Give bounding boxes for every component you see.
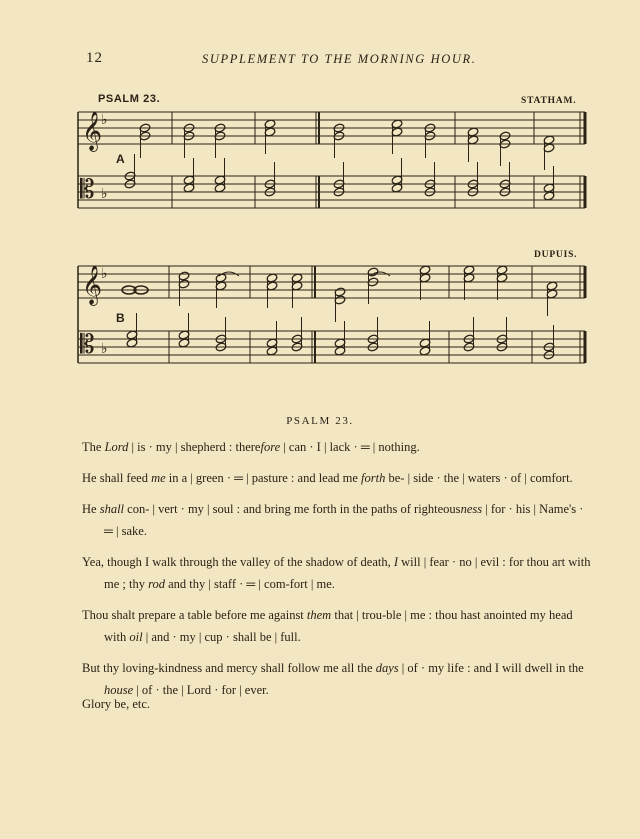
system-label-a: A xyxy=(116,152,125,166)
verse-text: The xyxy=(82,440,105,454)
verse-text: and thy | staff · ═ | com-fort | me. xyxy=(165,577,335,591)
treble-clef-icon: 𝄞 xyxy=(82,111,103,151)
composer-a: STATHAM. xyxy=(521,96,577,106)
treble-clef-icon: 𝄞 xyxy=(82,265,103,305)
verse-text: con- | vert · my | soul : and bring me forth in the paths of righteous xyxy=(124,502,461,516)
italic-word: I xyxy=(393,555,399,569)
verse-5 xyxy=(82,604,594,648)
italic-word: shall xyxy=(99,502,125,516)
alto-clef-icon: 𝄡 xyxy=(80,175,95,205)
verse-4 xyxy=(82,551,594,595)
verse-text: that | trou-ble | me : thou hast anointed my head with xyxy=(104,608,573,644)
tune-title: PSALM 23. xyxy=(98,93,161,105)
verse-3 xyxy=(82,498,594,542)
page-number: 12 xyxy=(86,50,103,66)
verse-text: | for · his | Name's · ═ | sake. xyxy=(104,502,584,538)
italic-word: forth xyxy=(361,471,386,485)
composer-b: DUPUIS. xyxy=(534,250,578,260)
verse-text: Yea, though I walk through the valley of the shadow of death, xyxy=(82,555,394,569)
verse-text: He shall feed xyxy=(82,471,152,485)
flat-icon: ♭ xyxy=(101,186,108,202)
verse-1 xyxy=(82,436,594,458)
verse-text: | is · my | shepherd : there xyxy=(128,440,261,454)
verse-text: But thy loving-kindness and mercy shall follow me all the xyxy=(82,661,376,675)
system-label-b: B xyxy=(116,311,125,325)
italic-word: me xyxy=(151,471,166,485)
italic-word: fore xyxy=(260,440,281,454)
flat-icon: ♭ xyxy=(101,341,108,357)
music-score xyxy=(0,0,640,400)
italic-word: days xyxy=(375,661,399,675)
italic-word: rod xyxy=(148,577,165,591)
verse-text: be- | side · the | waters · of | comfort. xyxy=(385,471,573,485)
verse-text: | of · the | Lord · for | ever. xyxy=(133,683,269,697)
verse-text: Thou shalt prepare a table before me against xyxy=(82,608,307,622)
verse-2 xyxy=(82,467,594,489)
italic-word: ness xyxy=(460,502,483,516)
italic-word: house xyxy=(104,683,134,697)
verse-text: in a | green · ═ | pasture : and lead me xyxy=(165,471,362,485)
verse-text: | of · my life : and I will dwell in the xyxy=(398,661,584,675)
verse-text: | and · my | cup · shall be | full. xyxy=(142,630,301,644)
verse-6 xyxy=(82,657,594,701)
chant-text xyxy=(82,436,594,704)
verse-text: | can · I | lack · ═ | nothing. xyxy=(280,440,420,454)
flat-icon: ♭ xyxy=(101,112,108,128)
italic-word: oil xyxy=(129,630,143,644)
flat-icon: ♭ xyxy=(101,266,108,282)
alto-clef-icon: 𝄡 xyxy=(80,330,95,360)
verse-text: He xyxy=(82,502,100,516)
italic-word: Lord xyxy=(104,440,129,454)
running-title: SUPPLEMENT TO THE MORNING HOUR. xyxy=(202,52,477,66)
italic-word: them xyxy=(306,608,332,622)
verse-text: will | fear · no | evil : for thou art with me ; thy xyxy=(104,555,591,591)
glory-line: Glory be, etc. xyxy=(82,697,151,711)
psalm-title: PSALM 23. xyxy=(286,415,354,427)
